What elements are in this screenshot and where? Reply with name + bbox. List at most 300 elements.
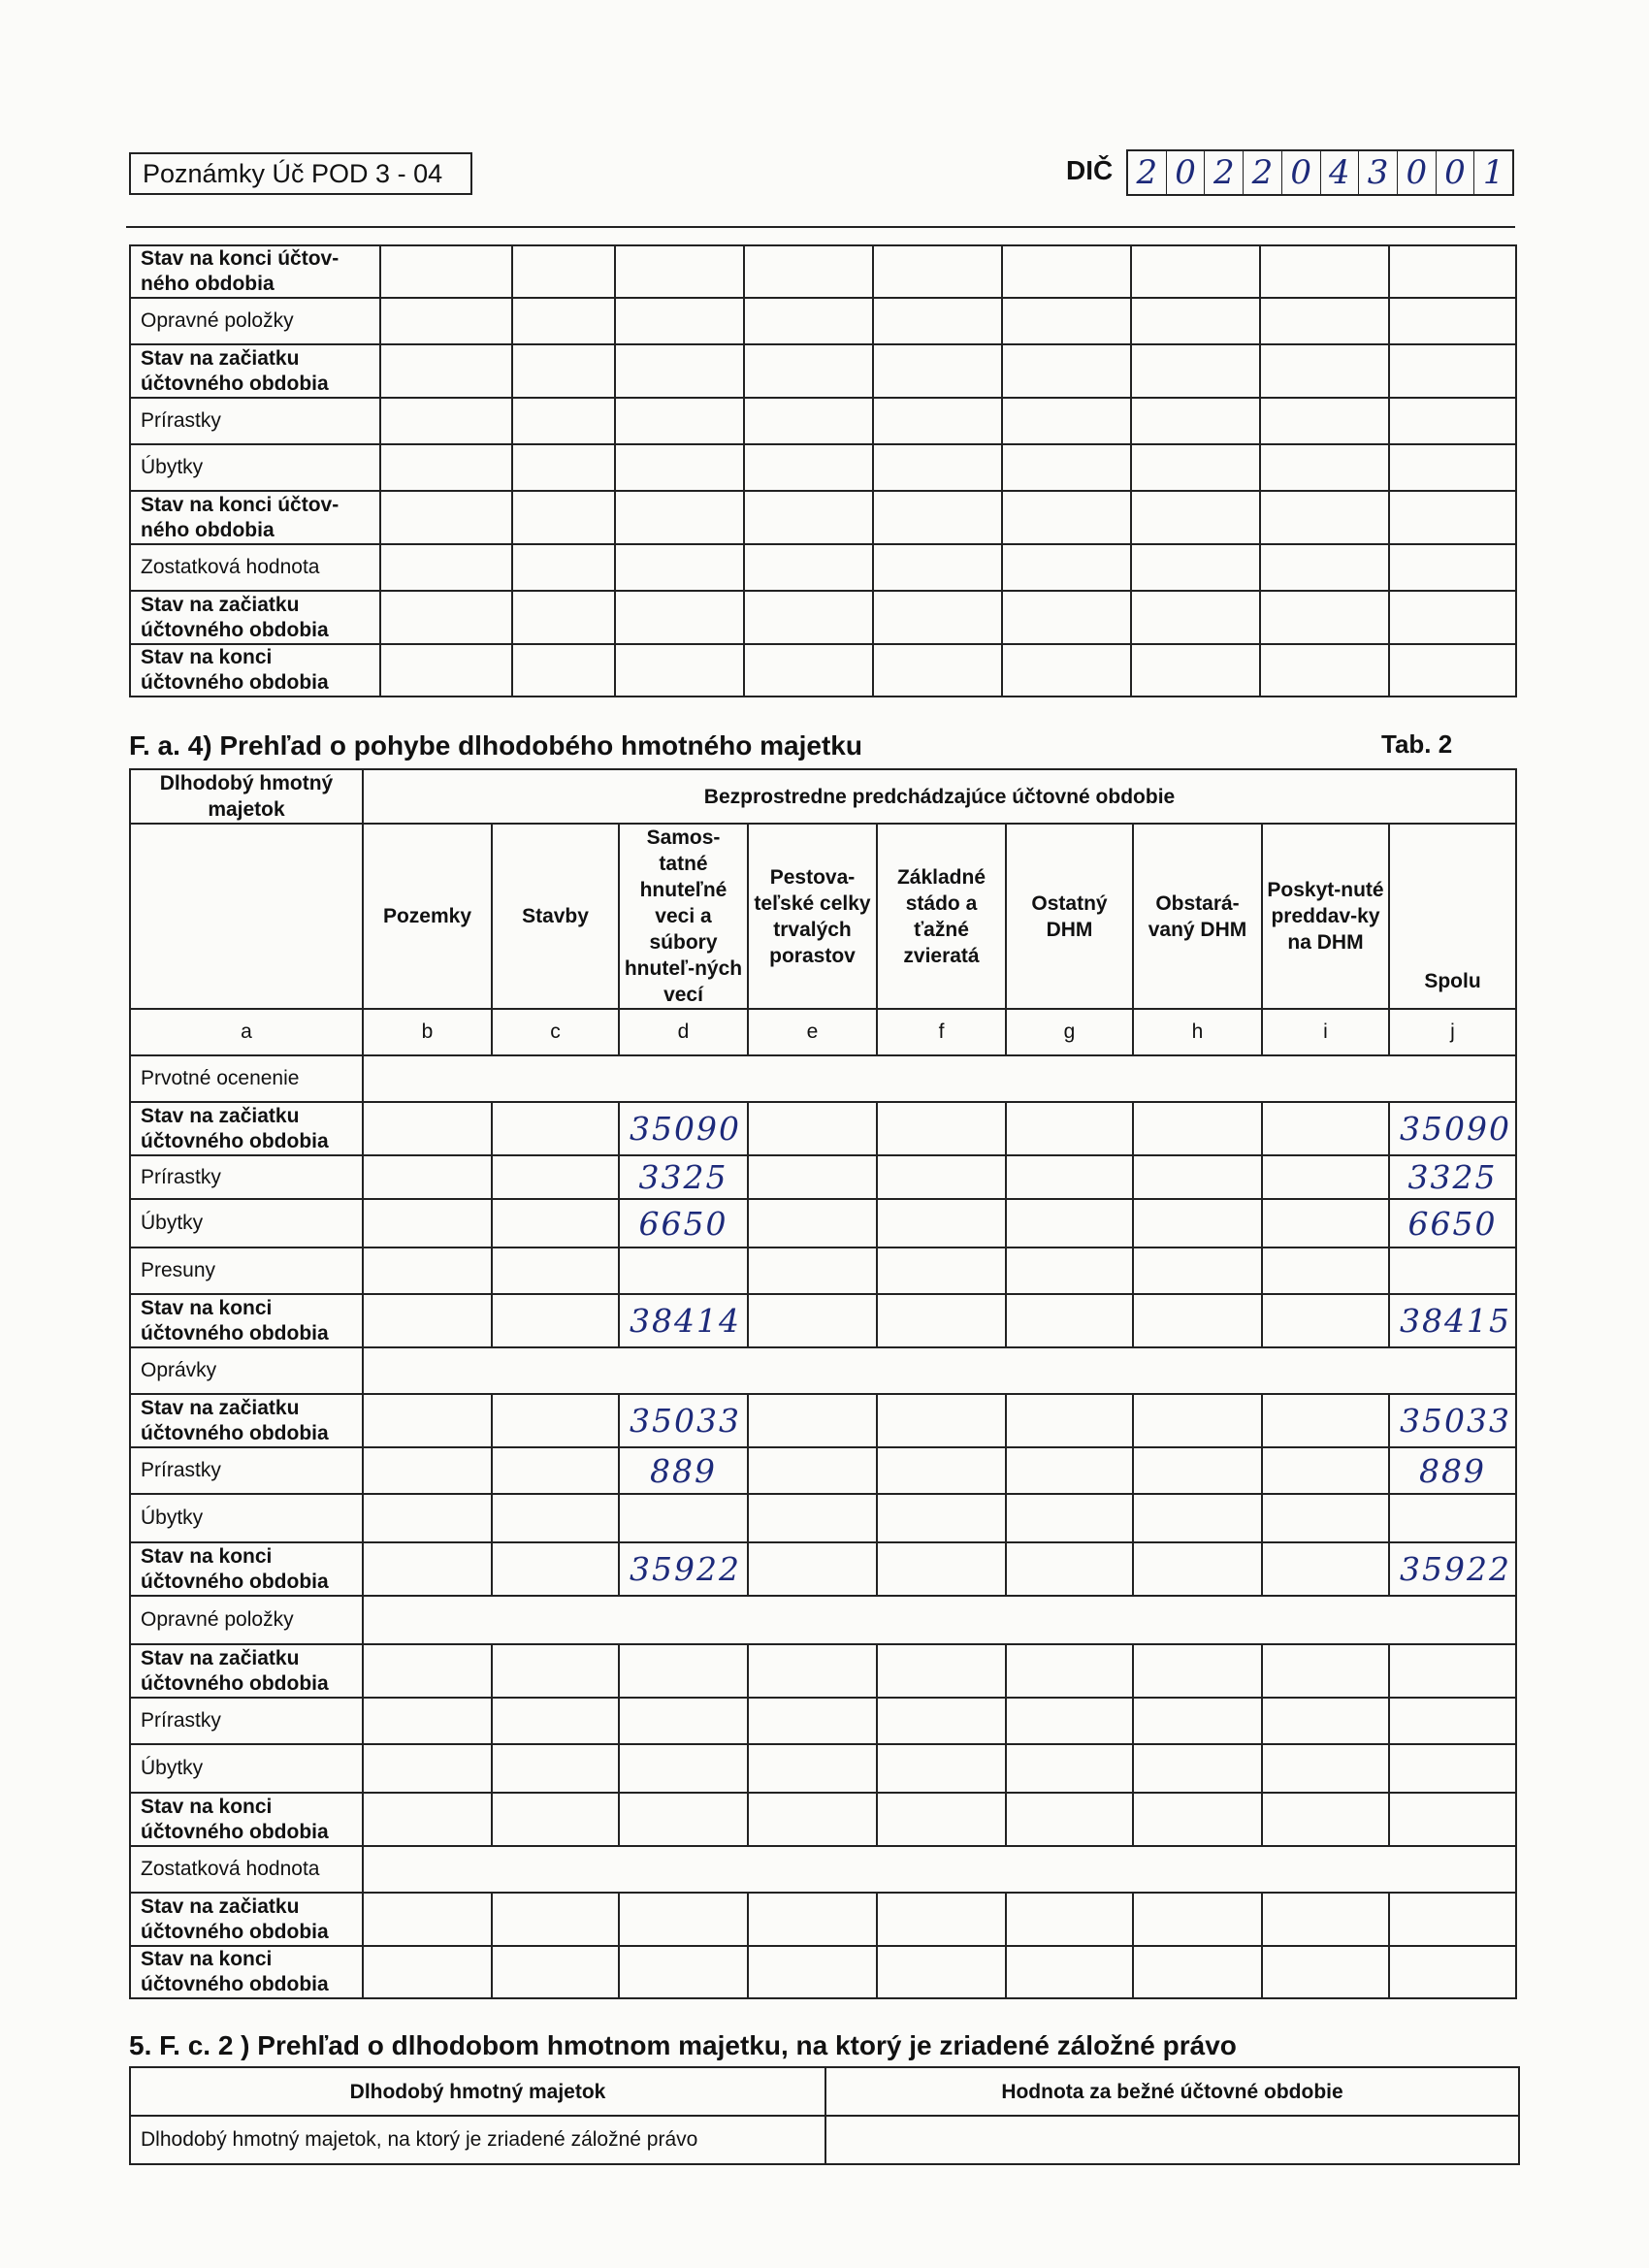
section-title-5-f-c-2: 5. F. c. 2 ) Prehľad o dlhodobom hmotnom majetku, na ktorý je zriadené záložné právo: [129, 2030, 1237, 2060]
value-cell[interactable]: [1389, 491, 1516, 544]
value-cell[interactable]: [744, 444, 873, 491]
value-cell[interactable]: [744, 591, 873, 644]
value-cell-samostatne-hnutelne[interactable]: [619, 1698, 748, 1744]
value-cell[interactable]: [1260, 591, 1389, 644]
value-cell[interactable]: [1002, 298, 1131, 344]
value-cell[interactable]: [363, 1155, 492, 1199]
row-label: Prírastky: [130, 398, 380, 444]
value-cell[interactable]: [877, 1698, 1006, 1744]
column-letter: g: [1006, 1009, 1133, 1055]
value-cell[interactable]: [492, 1793, 619, 1846]
value-cell-samostatne-hnutelne[interactable]: [619, 1644, 748, 1698]
value-cell[interactable]: [748, 1698, 877, 1744]
value-cell[interactable]: [1389, 298, 1516, 344]
value-cell[interactable]: [1260, 298, 1389, 344]
value-cell[interactable]: [748, 1155, 877, 1199]
dic-digit-cell[interactable]: 1: [1473, 151, 1512, 194]
table-row: [130, 1846, 1516, 1893]
table-row: [130, 1447, 1516, 1494]
value-cell[interactable]: [512, 591, 615, 644]
value-cell[interactable]: [512, 245, 615, 298]
value-cell[interactable]: [1260, 344, 1389, 398]
value-cell[interactable]: [1133, 1946, 1262, 1998]
value-cell[interactable]: [877, 1494, 1006, 1542]
value-cell[interactable]: [877, 1394, 1006, 1447]
table-number: Tab. 2: [1381, 729, 1453, 759]
value-cell[interactable]: [1006, 1542, 1133, 1596]
value-cell[interactable]: [877, 1542, 1006, 1596]
value-cell[interactable]: [512, 398, 615, 444]
value-cell[interactable]: [1262, 1447, 1389, 1494]
value-cell[interactable]: [380, 544, 512, 591]
value-cell[interactable]: [380, 398, 512, 444]
column-letter: j: [1389, 1009, 1516, 1055]
value-cell[interactable]: [615, 298, 744, 344]
value-cell[interactable]: [1133, 1155, 1262, 1199]
value-cell[interactable]: [744, 245, 873, 298]
value-cell[interactable]: [492, 1946, 619, 1998]
column-header: Spolu: [1389, 824, 1516, 1009]
value-cell[interactable]: [1131, 298, 1260, 344]
value-cell[interactable]: [1131, 591, 1260, 644]
dic-digit-cell[interactable]: 0: [1166, 151, 1205, 194]
row-label: Stav na začiatku účtovného obdobia: [130, 1644, 363, 1698]
value-cell[interactable]: [1262, 1394, 1389, 1447]
value-cell[interactable]: [615, 444, 744, 491]
value-cell-spolu[interactable]: [1389, 1494, 1516, 1542]
dic-digit-cell[interactable]: 0: [1436, 151, 1474, 194]
value-cell[interactable]: [1133, 1644, 1262, 1698]
value-cell[interactable]: [744, 544, 873, 591]
value-cell[interactable]: [1006, 1893, 1133, 1946]
value-cell[interactable]: [1133, 1744, 1262, 1793]
value-cell[interactable]: [512, 444, 615, 491]
value-cell[interactable]: [380, 298, 512, 344]
value-cell-spolu[interactable]: [1389, 1893, 1516, 1946]
value-cell-spolu[interactable]: [1389, 1247, 1516, 1294]
value-cell[interactable]: [748, 1394, 877, 1447]
value-cell[interactable]: [1262, 1893, 1389, 1946]
value-cell[interactable]: [1002, 344, 1131, 398]
value-cell[interactable]: [744, 398, 873, 444]
value-cell[interactable]: [492, 1698, 619, 1744]
value-cell[interactable]: [1260, 444, 1389, 491]
value-cell[interactable]: [363, 1294, 492, 1347]
table-row: [130, 1294, 1516, 1347]
row-label: Úbytky: [130, 444, 380, 491]
value-cell[interactable]: [1006, 1793, 1133, 1846]
value-cell[interactable]: [748, 1102, 877, 1155]
column-header: Stavby: [492, 824, 619, 1009]
value-cell[interactable]: [877, 1946, 1006, 1998]
value-cell[interactable]: [1133, 1247, 1262, 1294]
value-cell-samostatne-hnutelne[interactable]: [619, 1793, 748, 1846]
value-cell[interactable]: [877, 1102, 1006, 1155]
section-title-f-a-4: F. a. 4) Prehľad o pohybe dlhodobého hmotného majetku: [129, 730, 862, 761]
value-cell[interactable]: [1262, 1793, 1389, 1846]
table-row: [130, 1946, 1516, 1998]
value-cell[interactable]: [363, 1946, 492, 1998]
pledge-row-value[interactable]: [825, 2116, 1519, 2164]
value-cell[interactable]: [1262, 1744, 1389, 1793]
value-cell-spolu[interactable]: [1389, 1744, 1516, 1793]
value-cell[interactable]: [1131, 344, 1260, 398]
table-pledged-dhm: [129, 2066, 1520, 2165]
value-cell[interactable]: [744, 491, 873, 544]
value-cell[interactable]: [1006, 1644, 1133, 1698]
value-cell-samostatne-hnutelne[interactable]: 38414: [619, 1294, 748, 1347]
value-cell[interactable]: [744, 344, 873, 398]
value-cell[interactable]: [380, 344, 512, 398]
table-row: [130, 1494, 1516, 1542]
value-cell[interactable]: [1262, 1698, 1389, 1744]
value-cell[interactable]: [873, 444, 1002, 491]
column-header: Samos-tatné hnuteľné veci a súbory hnuteľ-ných vecí: [619, 824, 748, 1009]
value-cell[interactable]: [363, 1744, 492, 1793]
value-cell[interactable]: [363, 1893, 492, 1946]
value-cell[interactable]: [363, 1542, 492, 1596]
value-cell[interactable]: [492, 1744, 619, 1793]
value-cell[interactable]: [492, 1155, 619, 1199]
column-letter: d: [619, 1009, 748, 1055]
value-cell[interactable]: [615, 591, 744, 644]
row-label: Úbytky: [130, 1744, 363, 1793]
value-cell[interactable]: [1133, 1394, 1262, 1447]
value-cell[interactable]: [1260, 398, 1389, 444]
value-cell-samostatne-hnutelne[interactable]: 35090: [619, 1102, 748, 1155]
pledge-header-value: Hodnota za bežné účtovné obdobie: [825, 2067, 1519, 2116]
value-cell-samostatne-hnutelne[interactable]: [619, 1494, 748, 1542]
value-cell[interactable]: [873, 298, 1002, 344]
row-label: Prírastky: [130, 1698, 363, 1744]
value-cell[interactable]: [492, 1542, 619, 1596]
row-label: Prírastky: [130, 1155, 363, 1199]
value-cell[interactable]: [492, 1199, 619, 1247]
value-cell[interactable]: [512, 544, 615, 591]
value-cell[interactable]: [1006, 1946, 1133, 1998]
pledge-header-asset: Dlhodobý hmotný majetok: [130, 2067, 825, 2116]
value-cell[interactable]: [363, 1102, 492, 1155]
value-cell[interactable]: [877, 1199, 1006, 1247]
value-cell[interactable]: [1006, 1394, 1133, 1447]
value-cell-spolu[interactable]: 35033: [1389, 1394, 1516, 1447]
value-cell-samostatne-hnutelne[interactable]: 35922: [619, 1542, 748, 1596]
value-cell[interactable]: [1262, 1155, 1389, 1199]
value-cell[interactable]: [877, 1155, 1006, 1199]
value-cell[interactable]: [363, 1247, 492, 1294]
value-cell[interactable]: [1133, 1793, 1262, 1846]
column-letter: i: [1262, 1009, 1389, 1055]
value-cell[interactable]: [877, 1893, 1006, 1946]
column-letter: e: [748, 1009, 877, 1055]
value-cell[interactable]: [363, 1494, 492, 1542]
value-cell[interactable]: [1006, 1199, 1133, 1247]
value-cell[interactable]: [1002, 644, 1131, 697]
value-cell[interactable]: [615, 398, 744, 444]
value-cell[interactable]: [1002, 444, 1131, 491]
value-cell[interactable]: [877, 1294, 1006, 1347]
dic-digit-cell[interactable]: 0: [1281, 151, 1320, 194]
value-cell[interactable]: [1262, 1199, 1389, 1247]
value-cell[interactable]: [1006, 1247, 1133, 1294]
value-cell[interactable]: [615, 544, 744, 591]
table-row: [130, 398, 1516, 444]
value-cell[interactable]: [380, 444, 512, 491]
value-cell[interactable]: [877, 1644, 1006, 1698]
value-cell[interactable]: [748, 1542, 877, 1596]
value-cell[interactable]: [1262, 1946, 1389, 1998]
value-cell[interactable]: [512, 644, 615, 697]
value-cell[interactable]: [1389, 591, 1516, 644]
value-cell-samostatne-hnutelne[interactable]: 889: [619, 1447, 748, 1494]
value-cell[interactable]: [1262, 1542, 1389, 1596]
value-cell[interactable]: [1131, 245, 1260, 298]
value-cell[interactable]: [744, 644, 873, 697]
value-cell[interactable]: [492, 1447, 619, 1494]
value-cell[interactable]: [1389, 444, 1516, 491]
value-cell[interactable]: [873, 544, 1002, 591]
value-cell-samostatne-hnutelne[interactable]: 6650: [619, 1199, 748, 1247]
value-cell[interactable]: [492, 1394, 619, 1447]
value-cell-spolu[interactable]: 35922: [1389, 1542, 1516, 1596]
value-cell[interactable]: [1006, 1698, 1133, 1744]
value-cell-samostatne-hnutelne[interactable]: [619, 1946, 748, 1998]
value-cell[interactable]: [380, 491, 512, 544]
value-cell[interactable]: [363, 1644, 492, 1698]
dic-digit-cell[interactable]: 2: [1136, 153, 1158, 192]
value-cell[interactable]: [1133, 1494, 1262, 1542]
group-spacer: [363, 1846, 1516, 1893]
column-header: Ostatný DHM: [1006, 824, 1133, 1009]
table-row: [130, 298, 1516, 344]
value-cell[interactable]: [363, 1447, 492, 1494]
value-cell-spolu[interactable]: 6650: [1389, 1199, 1516, 1247]
value-cell-samostatne-hnutelne[interactable]: [619, 1247, 748, 1294]
value-cell-spolu[interactable]: [1389, 1946, 1516, 1998]
table-row: [130, 444, 1516, 491]
table-row: [130, 644, 1516, 697]
value-cell[interactable]: [1262, 1494, 1389, 1542]
group-spacer: [363, 1596, 1516, 1644]
value-cell[interactable]: [492, 1644, 619, 1698]
value-cell[interactable]: [873, 344, 1002, 398]
dic-digit-cell[interactable]: 2: [1204, 151, 1243, 194]
value-cell[interactable]: [1262, 1102, 1389, 1155]
value-cell[interactable]: [1006, 1447, 1133, 1494]
value-cell[interactable]: [1389, 344, 1516, 398]
value-cell-spolu[interactable]: [1389, 1644, 1516, 1698]
value-cell[interactable]: [877, 1744, 1006, 1793]
value-cell[interactable]: [1389, 544, 1516, 591]
table-row: [130, 1893, 1516, 1946]
value-cell[interactable]: [1002, 245, 1131, 298]
value-cell[interactable]: [492, 1247, 619, 1294]
dic-digit-cell[interactable]: 3: [1358, 151, 1397, 194]
header-first-col: Dlhodobý hmotný majetok: [130, 769, 363, 824]
value-cell-samostatne-hnutelne[interactable]: 35033: [619, 1394, 748, 1447]
dic-label: DIČ: [1066, 155, 1114, 185]
header-divider: [126, 226, 1515, 228]
value-cell[interactable]: [1262, 1247, 1389, 1294]
value-cell[interactable]: [877, 1793, 1006, 1846]
row-label: Zostatková hodnota: [130, 544, 380, 591]
row-label: Úbytky: [130, 1494, 363, 1542]
value-cell[interactable]: [748, 1744, 877, 1793]
table-dhm-movement: [129, 768, 1517, 1999]
value-cell[interactable]: [1389, 644, 1516, 697]
value-cell-spolu[interactable]: 889: [1389, 1447, 1516, 1494]
column-letter: b: [363, 1009, 492, 1055]
value-cell[interactable]: [1133, 1447, 1262, 1494]
table-row: [130, 1793, 1516, 1846]
value-cell[interactable]: [512, 298, 615, 344]
row-label: Stav na konci účtov-ného obdobia: [130, 491, 380, 544]
value-cell[interactable]: [363, 1698, 492, 1744]
value-cell[interactable]: [615, 491, 744, 544]
value-cell[interactable]: [615, 644, 744, 697]
value-cell[interactable]: [1002, 491, 1131, 544]
value-cell-samostatne-hnutelne[interactable]: [619, 1744, 748, 1793]
table-continuation: [129, 244, 1517, 697]
value-cell[interactable]: [380, 591, 512, 644]
value-cell[interactable]: [1002, 591, 1131, 644]
row-label: Opravné položky: [130, 1596, 363, 1644]
value-cell[interactable]: [512, 344, 615, 398]
value-cell[interactable]: [1006, 1155, 1133, 1199]
value-cell[interactable]: [877, 1247, 1006, 1294]
value-cell[interactable]: [1133, 1698, 1262, 1744]
value-cell[interactable]: [744, 298, 873, 344]
value-cell[interactable]: [748, 1793, 877, 1846]
header-blank: [130, 824, 363, 1009]
value-cell-spolu[interactable]: 35090: [1389, 1102, 1516, 1155]
column-header: Základné stádo a ťažné zvieratá: [877, 824, 1006, 1009]
value-cell[interactable]: [1133, 1542, 1262, 1596]
value-cell[interactable]: [380, 245, 512, 298]
table-row: [130, 591, 1516, 644]
table-row: [130, 1102, 1516, 1155]
value-cell[interactable]: [748, 1247, 877, 1294]
value-cell[interactable]: [1260, 245, 1389, 298]
value-cell[interactable]: [1002, 544, 1131, 591]
value-cell[interactable]: [380, 644, 512, 697]
value-cell[interactable]: [748, 1447, 877, 1494]
row-label: Stav na konci účtovného obdobia: [130, 644, 380, 697]
dic-digit-cell[interactable]: 2: [1243, 151, 1281, 194]
value-cell-samostatne-hnutelne[interactable]: [619, 1893, 748, 1946]
row-label: Stav na začiatku účtovného obdobia: [130, 1893, 363, 1946]
row-label: Stav na konci účtov-ného obdobia: [130, 245, 380, 298]
value-cell[interactable]: [1131, 444, 1260, 491]
row-label: Oprávky: [130, 1347, 363, 1394]
column-letter: c: [492, 1009, 619, 1055]
table-row: [130, 1347, 1516, 1394]
row-label: Stav na konci účtovného obdobia: [130, 1793, 363, 1846]
value-cell-spolu[interactable]: [1389, 1793, 1516, 1846]
table-row: [130, 1247, 1516, 1294]
value-cell[interactable]: [873, 245, 1002, 298]
value-cell[interactable]: [1131, 398, 1260, 444]
value-cell[interactable]: [1260, 491, 1389, 544]
pledge-row-label: Dlhodobý hmotný majetok, na ktorý je zriadené záložné právo: [130, 2116, 825, 2164]
value-cell[interactable]: [1133, 1199, 1262, 1247]
value-cell[interactable]: [492, 1494, 619, 1542]
value-cell[interactable]: [1389, 245, 1516, 298]
value-cell-spolu[interactable]: 3325: [1389, 1155, 1516, 1199]
value-cell-spolu[interactable]: [1389, 1698, 1516, 1744]
value-cell[interactable]: [1262, 1294, 1389, 1347]
group-spacer: [363, 1347, 1516, 1394]
table-row: [130, 1055, 1516, 1102]
value-cell[interactable]: [1131, 491, 1260, 544]
value-cell[interactable]: [748, 1199, 877, 1247]
value-cell[interactable]: [873, 398, 1002, 444]
column-letter: f: [877, 1009, 1006, 1055]
table-row: [130, 1644, 1516, 1698]
column-letter: h: [1133, 1009, 1262, 1055]
value-cell[interactable]: [1133, 1893, 1262, 1946]
value-cell[interactable]: [1006, 1744, 1133, 1793]
value-cell[interactable]: [873, 644, 1002, 697]
value-cell[interactable]: [877, 1447, 1006, 1494]
value-cell[interactable]: [1133, 1102, 1262, 1155]
value-cell-samostatne-hnutelne[interactable]: 3325: [619, 1155, 748, 1199]
value-cell[interactable]: [1262, 1644, 1389, 1698]
value-cell[interactable]: [748, 1946, 877, 1998]
value-cell[interactable]: [512, 491, 615, 544]
value-cell[interactable]: [492, 1102, 619, 1155]
row-label: Stav na začiatku účtovného obdobia: [130, 1102, 363, 1155]
value-cell[interactable]: [1006, 1102, 1133, 1155]
row-label: Stav na konci účtovného obdobia: [130, 1946, 363, 1998]
value-cell[interactable]: [873, 491, 1002, 544]
dic-digit-cell[interactable]: 0: [1397, 151, 1436, 194]
value-cell[interactable]: [1002, 398, 1131, 444]
value-cell[interactable]: [748, 1893, 877, 1946]
value-cell[interactable]: [1260, 544, 1389, 591]
value-cell-spolu[interactable]: 38415: [1389, 1294, 1516, 1347]
value-cell[interactable]: [363, 1199, 492, 1247]
value-cell[interactable]: [363, 1394, 492, 1447]
value-cell[interactable]: [492, 1893, 619, 1946]
column-header: Pozemky: [363, 824, 492, 1009]
form-name-box: [129, 152, 472, 195]
table-row: [130, 1596, 1516, 1644]
dic-field[interactable]: [1126, 149, 1514, 196]
value-cell[interactable]: [1389, 398, 1516, 444]
value-cell[interactable]: [1133, 1294, 1262, 1347]
dic-digit-cell[interactable]: 4: [1320, 151, 1359, 194]
value-cell[interactable]: [492, 1294, 619, 1347]
value-cell[interactable]: [873, 591, 1002, 644]
value-cell[interactable]: [1006, 1494, 1133, 1542]
value-cell[interactable]: [748, 1494, 877, 1542]
row-label: Stav na začiatku účtovného obdobia: [130, 344, 380, 398]
value-cell[interactable]: [1131, 544, 1260, 591]
row-label: Stav na konci účtovného obdobia: [130, 1542, 363, 1596]
value-cell[interactable]: [363, 1793, 492, 1846]
value-cell[interactable]: [1131, 644, 1260, 697]
row-label: Stav na konci účtovného obdobia: [130, 1294, 363, 1347]
value-cell[interactable]: [1260, 644, 1389, 697]
column-header: Poskyt-nuté preddav-ky na DHM: [1262, 824, 1389, 1009]
row-label: Stav na začiatku účtovného obdobia: [130, 1394, 363, 1447]
value-cell[interactable]: [615, 344, 744, 398]
value-cell[interactable]: [1006, 1294, 1133, 1347]
value-cell[interactable]: [615, 245, 744, 298]
value-cell[interactable]: [748, 1294, 877, 1347]
value-cell[interactable]: [748, 1644, 877, 1698]
